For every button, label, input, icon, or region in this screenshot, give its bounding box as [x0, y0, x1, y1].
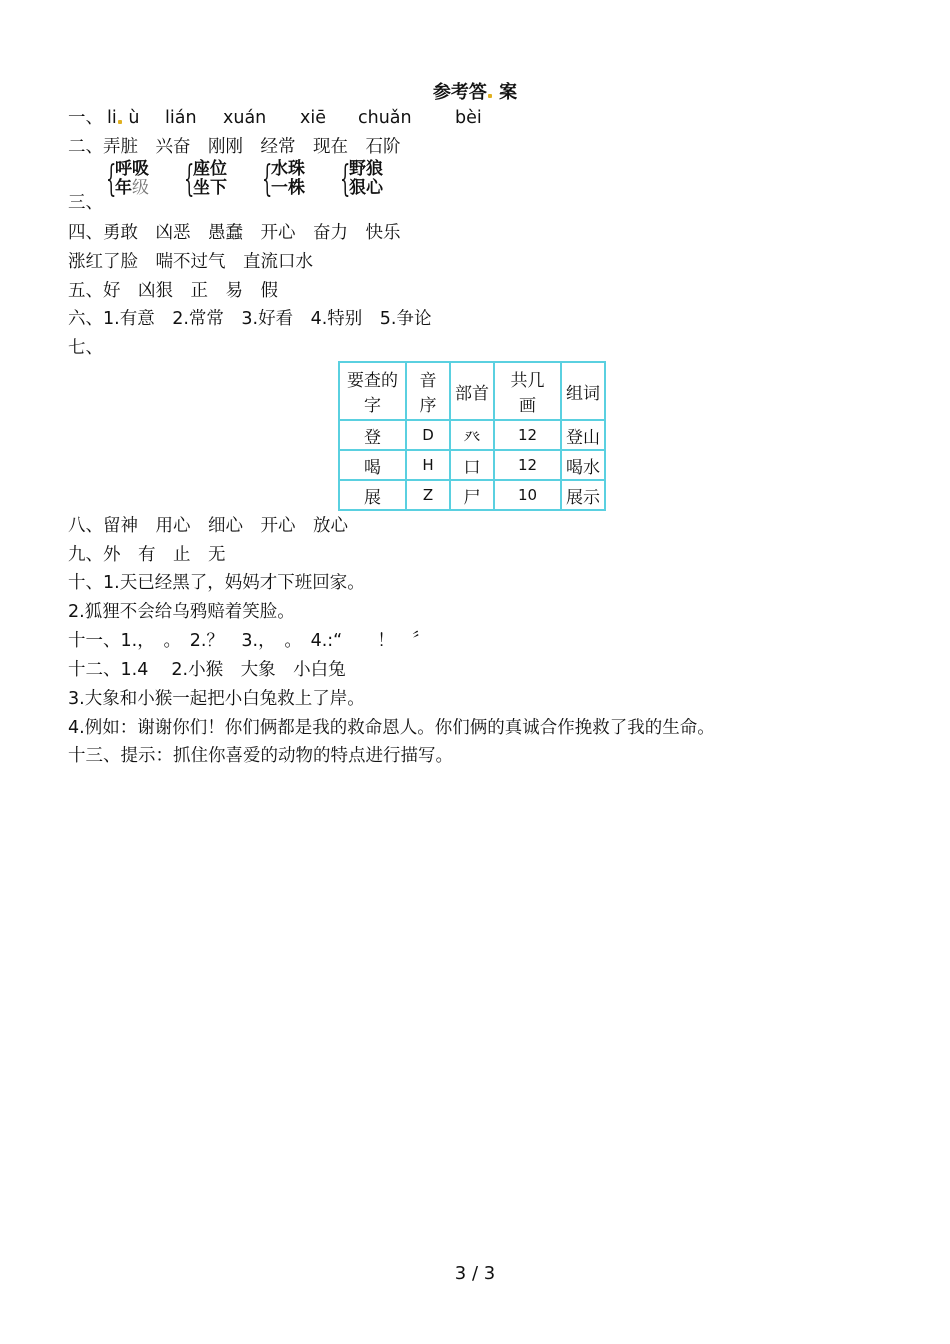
- pinyin-3: xuán: [223, 108, 267, 128]
- pinyin-6: bèi: [455, 108, 482, 128]
- header-word: 组词: [561, 362, 605, 420]
- q12-line3: 4.例如：谢谢你们！你们俩都是我的救命恩人。你们俩的真诚合作挽救了我的生命。: [68, 718, 715, 738]
- cell-strokes: 10: [494, 480, 561, 510]
- page-title: 参考答 案: [432, 82, 518, 103]
- q4-line1: 四、勇敢 凶恶 愚蠢 开心 奋力 快乐: [68, 223, 401, 243]
- header-char: 要查的 字: [339, 362, 406, 420]
- q2-line: 二、弄脏 兴奋 刚刚 经常 现在 石阶: [68, 137, 401, 157]
- dot-mark: [488, 94, 492, 98]
- table-row: [339, 450, 605, 480]
- q11-line: 十一、1.， 。 2.？ 3.， 。 4.:“ ！ 〞: [68, 631, 430, 651]
- cell-letter: H: [406, 450, 450, 480]
- q8-line: 八、留神 用心 细心 开心 放心: [68, 516, 348, 536]
- cell-char: 登: [339, 420, 406, 450]
- cell-word: 喝水: [561, 450, 605, 480]
- pinyin-5: chuǎn: [358, 108, 412, 128]
- cell-word: 展示: [561, 480, 605, 510]
- table-header-row: [339, 362, 605, 420]
- q7-label: 七、: [68, 338, 103, 358]
- cell-char: 喝: [339, 450, 406, 480]
- q6-line: 六、1.有意 2.常常 3.好看 4.特别 5.争论: [68, 309, 432, 329]
- header-radical: 部首: [450, 362, 494, 420]
- brace-icon: {: [106, 159, 117, 200]
- pinyin-1: li ù: [107, 108, 140, 128]
- cell-radical: 口: [450, 450, 494, 480]
- dot-mark: [118, 120, 122, 124]
- cell-strokes: 12: [494, 450, 561, 480]
- dictionary-table: [338, 361, 606, 511]
- brace-icon: {: [184, 159, 195, 200]
- cell-radical: 尸: [450, 480, 494, 510]
- header-strokes: 共几 画: [494, 362, 561, 420]
- q5-line: 五、好 凶狠 正 易 假: [68, 281, 278, 301]
- cell-strokes: 12: [494, 420, 561, 450]
- cell-letter: D: [406, 420, 450, 450]
- pinyin-2: lián: [165, 108, 197, 128]
- cell-radical: 癶: [450, 420, 494, 450]
- brace-icon: {: [340, 159, 351, 200]
- q9-line: 九、外 有 止 无: [68, 545, 226, 565]
- q12-line1: 十二、1.4 2.小猴 大象 小白兔: [68, 660, 346, 680]
- q12-line2: 3.大象和小猴一起把小白兔救上了岸。: [68, 689, 365, 709]
- q10-line1: 十、1.天已经黑了，妈妈才下班回家。: [68, 573, 365, 593]
- q3-label: 三、: [68, 193, 103, 213]
- q13-line: 十三、提示：抓住你喜爱的动物的特点进行描写。: [68, 746, 453, 766]
- brace-icon: {: [262, 159, 273, 200]
- q10-line2: 2.狐狸不会给乌鸦赔着笑脸。: [68, 602, 295, 622]
- cell-word: 登山: [561, 420, 605, 450]
- q1-label: 一、: [68, 108, 103, 128]
- cell-letter: Z: [406, 480, 450, 510]
- header-order: 音 序: [406, 362, 450, 420]
- table-row: [339, 480, 605, 510]
- table-row: [339, 420, 605, 450]
- page-number: 3 / 3: [454, 1263, 496, 1284]
- cell-char: 展: [339, 480, 406, 510]
- pinyin-4: xiē: [300, 108, 326, 128]
- q4-line2: 涨红了脸 喘不过气 直流口水: [68, 252, 313, 272]
